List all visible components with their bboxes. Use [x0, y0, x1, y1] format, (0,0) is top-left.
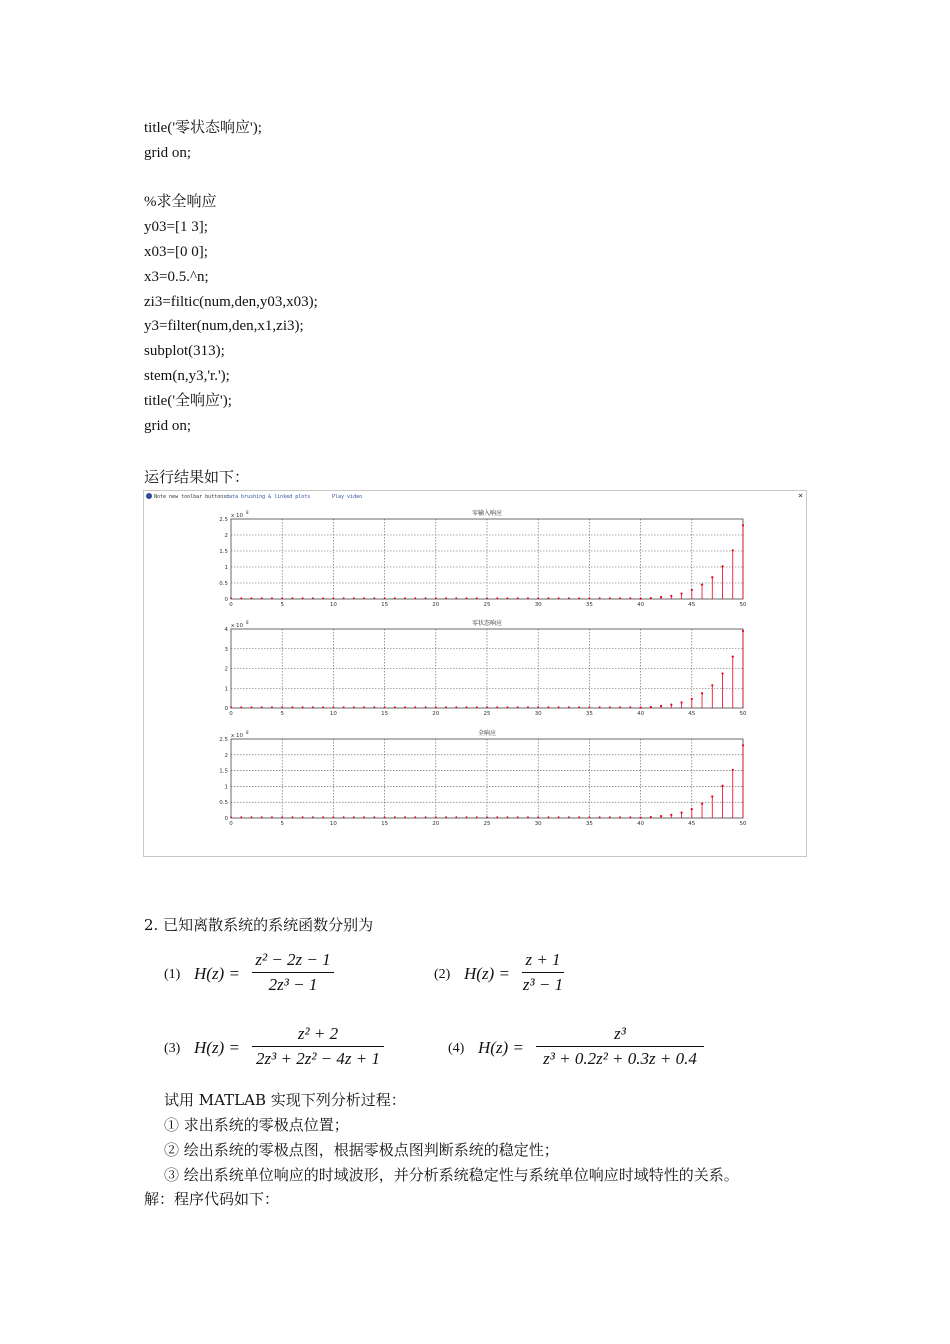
- stem-point: [353, 597, 355, 599]
- x-tick-label: 35: [585, 821, 593, 827]
- stem-point: [670, 814, 672, 816]
- stem-point: [455, 816, 457, 818]
- stem-point: [445, 816, 447, 818]
- y-tick-label: 1.5: [219, 549, 228, 555]
- x-tick-label: 15: [381, 821, 389, 827]
- fraction-bar: [252, 1046, 384, 1047]
- stem-point: [302, 597, 304, 599]
- fraction: [252, 1024, 384, 1069]
- fraction-bar: [536, 1046, 704, 1047]
- stem-point: [732, 769, 734, 771]
- exponent-label: x 10: [231, 513, 244, 519]
- y-tick-label: 0: [224, 816, 228, 822]
- x-tick-label: 35: [585, 711, 593, 717]
- code-line: grid on;: [144, 144, 192, 161]
- x-tick-label: 50: [739, 821, 747, 827]
- code-line: title('全响应');: [144, 392, 232, 409]
- stem-point: [292, 816, 294, 818]
- code-line: x3=0.5.^n;: [144, 268, 209, 285]
- stem-point: [312, 597, 314, 599]
- x-tick-label: 0: [229, 821, 233, 827]
- stem-point: [302, 706, 304, 708]
- stem-point: [455, 706, 457, 708]
- stem-point: [271, 816, 273, 818]
- stem-point: [548, 597, 550, 599]
- stem-point: [527, 597, 529, 599]
- stem-point: [721, 565, 723, 567]
- stem-point: [373, 706, 375, 708]
- chart-title: 零输入响应: [471, 510, 503, 517]
- x-tick-label: 20: [432, 602, 440, 608]
- x-tick-label: 35: [585, 602, 593, 608]
- formula-lhs: H(z) =: [464, 964, 510, 983]
- formula-3: [162, 1024, 422, 1079]
- y-tick-label: 1.5: [219, 768, 228, 775]
- stem-point: [251, 597, 253, 599]
- toolbar-link-video[interactable]: Play video: [332, 494, 363, 500]
- stem-point: [507, 706, 509, 708]
- stem-point: [701, 584, 703, 586]
- code-line: zi3=filtic(num,den,y03,x03);: [144, 293, 318, 310]
- exponent-label: x 10: [231, 733, 244, 739]
- stem-point: [629, 597, 631, 599]
- stem-point: [640, 707, 642, 709]
- stem-point: [670, 595, 672, 597]
- y-tick-label: 2: [224, 533, 228, 539]
- x-tick-label: 30: [534, 711, 542, 717]
- y-tick-label: 3: [224, 646, 228, 653]
- stem-point: [578, 597, 580, 599]
- exponent-label: x 10: [231, 623, 244, 629]
- x-tick-label: 0: [229, 602, 233, 608]
- stem-charts: [144, 491, 806, 856]
- stem-point: [333, 706, 335, 708]
- x-tick-label: 45: [688, 711, 696, 717]
- stem-point: [425, 816, 427, 818]
- stem-point: [261, 597, 263, 599]
- stem-point: [281, 706, 283, 708]
- stem-point: [384, 706, 386, 708]
- numerator: z + 1: [525, 950, 561, 969]
- stem-point: [394, 597, 396, 599]
- exponent-value: 8: [246, 620, 249, 625]
- stem-point: [322, 816, 324, 818]
- y-tick-label: 1: [224, 784, 228, 791]
- stem-point: [476, 816, 478, 818]
- fraction-bar: [522, 972, 564, 973]
- x-tick-label: 25: [483, 602, 491, 608]
- stem-point: [537, 816, 539, 818]
- stem-point: [425, 706, 427, 708]
- stem-point: [537, 706, 539, 708]
- stem-point: [609, 597, 611, 599]
- formula-label: (1): [164, 967, 181, 982]
- stem-point: [742, 630, 744, 632]
- stem-point: [271, 706, 273, 708]
- stem-point: [363, 816, 365, 818]
- stem-point: [312, 816, 314, 818]
- stem-point: [711, 795, 713, 797]
- stem-point: [394, 706, 396, 708]
- y-tick-label: 1: [224, 686, 228, 693]
- stem-point: [568, 597, 570, 599]
- stem-point: [261, 706, 263, 708]
- stem-point: [230, 706, 232, 708]
- code-line: [144, 166, 318, 191]
- formula-label: (3): [164, 1041, 181, 1056]
- stem-point: [507, 816, 509, 818]
- stem-point: [486, 706, 488, 708]
- stem-point: [517, 816, 519, 818]
- fraction: [522, 950, 564, 995]
- y-tick-label: 2: [224, 752, 228, 759]
- stem-point: [578, 706, 580, 708]
- stem-point: [292, 597, 294, 599]
- stem-point: [404, 597, 406, 599]
- stem-point: [435, 706, 437, 708]
- formula-lhs: H(z) =: [194, 1038, 240, 1057]
- stem-point: [640, 598, 642, 600]
- x-tick-label: 30: [534, 602, 542, 608]
- stem-point: [486, 816, 488, 818]
- stem-point: [333, 597, 335, 599]
- numerator: z² + 2: [297, 1024, 339, 1043]
- stem-point: [701, 803, 703, 805]
- fraction: [252, 950, 334, 995]
- code-block: [144, 116, 318, 438]
- stem-point: [496, 816, 498, 818]
- formula-4: [446, 1024, 746, 1079]
- chart-title: 全响应: [477, 730, 497, 737]
- stem-point: [680, 812, 682, 814]
- x-tick-label: 15: [381, 602, 389, 608]
- numerator: z³: [614, 1024, 626, 1043]
- stem-point: [507, 597, 509, 599]
- toolbar-note: Note new toolbar buttons:: [154, 494, 230, 500]
- x-tick-label: 40: [637, 711, 645, 717]
- stem-point: [414, 706, 416, 708]
- stem-point: [373, 597, 375, 599]
- denominator: 2z³ − 1: [268, 975, 318, 994]
- y-tick-label: 2: [224, 666, 228, 673]
- stem-point: [445, 706, 447, 708]
- stem-point: [599, 816, 601, 818]
- step-item: ① 求出系统的零极点位置；: [164, 1116, 349, 1134]
- stem-point: [558, 816, 560, 818]
- stem-point: [230, 597, 232, 599]
- stem-point: [466, 816, 468, 818]
- stem-point: [589, 816, 591, 818]
- code-line: stem(n,y3,'r.');: [144, 367, 230, 384]
- stem-point: [353, 706, 355, 708]
- stem-point: [589, 597, 591, 599]
- stem-point: [292, 706, 294, 708]
- code-line: x03=[0 0];: [144, 243, 208, 260]
- stem-point: [445, 597, 447, 599]
- stem-point: [742, 524, 744, 526]
- toolbar-link-brushing[interactable]: data brushing & linked plots: [226, 494, 311, 500]
- stem-point: [476, 597, 478, 599]
- y-tick-label: 0: [224, 597, 228, 603]
- stem-point: [322, 597, 324, 599]
- stem-point: [670, 704, 672, 706]
- chart-title: 零状态响应: [471, 620, 503, 627]
- y-tick-label: 2.5: [219, 737, 228, 743]
- stem-point: [414, 816, 416, 818]
- denominator: z³ − 1: [522, 975, 564, 994]
- stem-point: [527, 706, 529, 708]
- stem-point: [496, 597, 498, 599]
- stem-point: [558, 597, 560, 599]
- stem-point: [251, 706, 253, 708]
- stem-point: [650, 597, 652, 599]
- stem-point: [660, 596, 662, 598]
- answer-label: 解：程序代码如下：: [144, 1190, 280, 1208]
- stem-point: [629, 706, 631, 708]
- stem-point: [609, 816, 611, 818]
- stem-point: [230, 816, 232, 818]
- stem-point: [691, 808, 693, 810]
- stem-point: [455, 597, 457, 599]
- stem-point: [568, 706, 570, 708]
- stem-point: [466, 597, 468, 599]
- formula-lhs: H(z) =: [478, 1038, 524, 1057]
- stem-point: [363, 706, 365, 708]
- stem-point: [517, 597, 519, 599]
- stem-point: [353, 816, 355, 818]
- x-tick-label: 10: [329, 602, 337, 608]
- formula-lhs: H(z) =: [194, 964, 240, 983]
- stem-point: [568, 816, 570, 818]
- stem-point: [732, 549, 734, 551]
- stem-point: [322, 706, 324, 708]
- stem-point: [650, 816, 652, 818]
- stem-point: [660, 705, 662, 707]
- x-tick-label: 25: [483, 711, 491, 717]
- stem-point: [537, 597, 539, 599]
- code-line: subplot(313);: [144, 343, 225, 360]
- code-line: y3=filter(num,den,x1,zi3);: [144, 318, 304, 335]
- stem-point: [721, 785, 723, 787]
- x-tick-label: 40: [637, 821, 645, 827]
- x-tick-label: 0: [229, 711, 233, 717]
- y-tick-label: 0: [224, 706, 228, 712]
- stem-point: [496, 706, 498, 708]
- stem-point: [701, 692, 703, 694]
- x-tick-label: 30: [534, 821, 542, 827]
- stem-point: [251, 816, 253, 818]
- stem-point: [660, 815, 662, 817]
- stem-point: [404, 816, 406, 818]
- stem-point: [732, 656, 734, 658]
- x-tick-label: 45: [688, 821, 696, 827]
- x-tick-label: 5: [280, 821, 284, 827]
- stem-point: [435, 816, 437, 818]
- x-tick-label: 45: [688, 602, 696, 608]
- x-tick-label: 5: [280, 602, 284, 608]
- numerator: z² − 2z − 1: [255, 950, 331, 969]
- formula-label: (4): [448, 1041, 465, 1056]
- stem-point: [548, 706, 550, 708]
- x-tick-label: 10: [329, 711, 337, 717]
- stem-point: [384, 597, 386, 599]
- fraction-bar: [252, 972, 334, 973]
- stem-point: [343, 706, 345, 708]
- stem-point: [240, 816, 242, 818]
- stem-point: [384, 816, 386, 818]
- y-tick-label: 1: [224, 565, 228, 571]
- x-tick-label: 50: [739, 711, 747, 717]
- stem-point: [394, 816, 396, 818]
- stem-point: [609, 706, 611, 708]
- stem-point: [640, 817, 642, 819]
- close-icon[interactable]: ×: [798, 491, 803, 500]
- stem-point: [619, 706, 621, 708]
- stem-point: [599, 706, 601, 708]
- question-intro: 2. 已知离散系统的系统函数分别为: [144, 916, 374, 934]
- stem-point: [527, 816, 529, 818]
- stem-point: [558, 706, 560, 708]
- stem-point: [271, 597, 273, 599]
- stem-point: [414, 597, 416, 599]
- step-item: ③ 绘出系统单位响应的时域波形，并分析系统稳定性与系统单位响应时域特性的关系。: [164, 1166, 739, 1184]
- code-line: title('零状态响应');: [144, 120, 262, 136]
- stem-point: [425, 597, 427, 599]
- x-tick-label: 5: [280, 711, 284, 717]
- stem-point: [691, 589, 693, 591]
- denominator: z³ + 0.2z² + 0.3z + 0.4: [543, 1049, 697, 1068]
- x-tick-label: 25: [483, 821, 491, 827]
- formula-label: (2): [434, 967, 451, 982]
- stem-point: [302, 816, 304, 818]
- stem-point: [240, 706, 242, 708]
- stem-point: [476, 706, 478, 708]
- formula-2: [432, 950, 632, 1005]
- y-tick-label: 0.5: [219, 581, 228, 587]
- step-item: ② 绘出系统的零极点图，根据零极点图判断系统的稳定性；: [164, 1141, 559, 1159]
- x-tick-label: 10: [329, 821, 337, 827]
- stem-point: [240, 597, 242, 599]
- fraction: [536, 1024, 704, 1069]
- stem-point: [281, 597, 283, 599]
- stem-point: [281, 816, 283, 818]
- step-intro: 试用 MATLAB 实现下列分析过程：: [164, 1091, 406, 1109]
- stem-point: [486, 597, 488, 599]
- stem-point: [619, 597, 621, 599]
- stem-point: [548, 816, 550, 818]
- y-tick-label: 0.5: [219, 800, 228, 807]
- x-tick-label: 40: [637, 602, 645, 608]
- stem-point: [589, 706, 591, 708]
- stem-point: [599, 597, 601, 599]
- stem-point: [711, 576, 713, 578]
- exponent-value: 8: [246, 730, 249, 735]
- exponent-value: 8: [246, 510, 249, 515]
- matlab-figure-screenshot: [143, 490, 807, 857]
- x-tick-label: 50: [739, 602, 747, 608]
- formula-1: [162, 950, 442, 1005]
- stem-point: [435, 597, 437, 599]
- stem-point: [691, 698, 693, 700]
- stem-point: [721, 672, 723, 674]
- stem-point: [312, 706, 314, 708]
- code-line: y03=[1 3];: [144, 219, 208, 236]
- stem-point: [363, 597, 365, 599]
- stem-point: [650, 706, 652, 708]
- x-tick-label: 20: [432, 711, 440, 717]
- stem-point: [578, 816, 580, 818]
- result-label: 运行结果如下：: [144, 468, 250, 486]
- stem-point: [466, 706, 468, 708]
- stem-point: [333, 816, 335, 818]
- x-tick-label: 15: [381, 711, 389, 717]
- stem-point: [680, 701, 682, 703]
- denominator: 2z³ + 2z² − 4z + 1: [256, 1049, 380, 1068]
- y-tick-label: 4: [224, 627, 228, 633]
- stem-point: [619, 816, 621, 818]
- stem-point: [343, 597, 345, 599]
- stem-point: [742, 744, 744, 746]
- stem-point: [343, 816, 345, 818]
- stem-point: [404, 706, 406, 708]
- analysis-steps: [164, 1088, 739, 1188]
- x-tick-label: 20: [432, 821, 440, 827]
- stem-point: [373, 816, 375, 818]
- code-line: grid on;: [144, 417, 192, 434]
- stem-point: [629, 816, 631, 818]
- stem-point: [711, 684, 713, 686]
- stem-point: [261, 816, 263, 818]
- code-line: %求全响应: [144, 194, 217, 211]
- y-tick-label: 2.5: [219, 517, 228, 523]
- stem-point: [517, 706, 519, 708]
- stem-point: [680, 592, 682, 594]
